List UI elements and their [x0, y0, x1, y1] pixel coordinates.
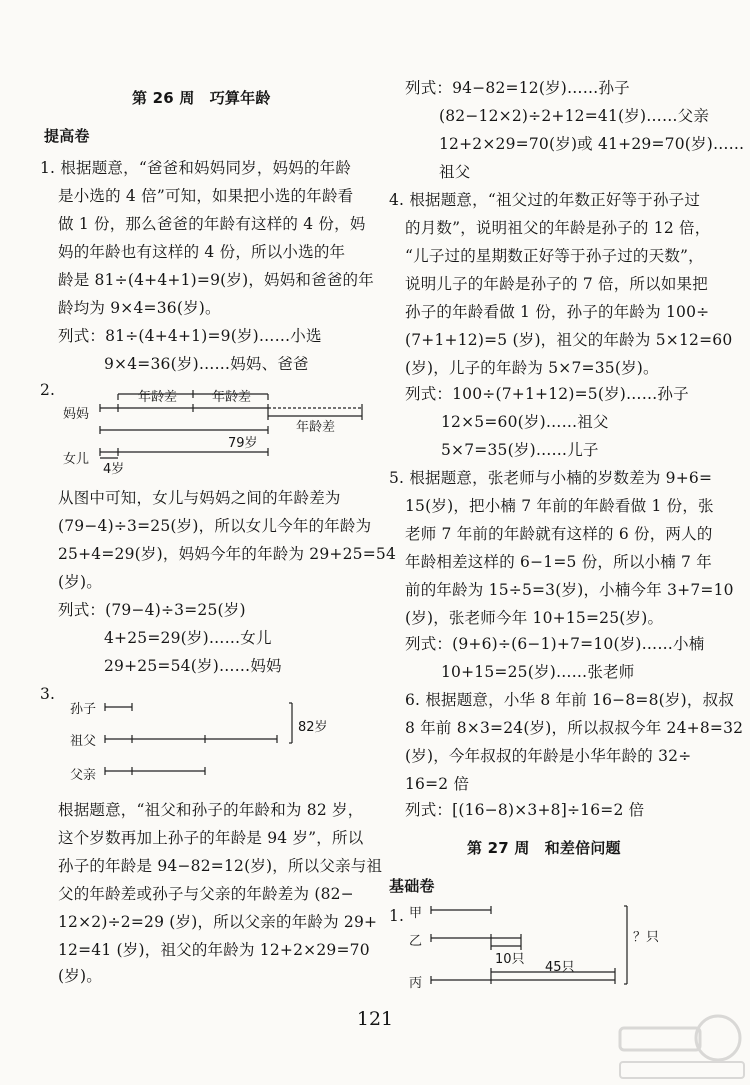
- label-age-diff-1: 年龄差: [138, 390, 178, 405]
- formula-line: 4+25=29(岁)……女儿: [104, 629, 272, 647]
- label-yi: 乙: [409, 934, 423, 949]
- text-line: 12=41 (岁)，祖父的年龄为 12+2×29=70: [58, 941, 370, 959]
- text-line: 根据题意，“祖父和孙子的年龄和为 82 岁，: [58, 801, 364, 819]
- text-line: 6. 根据题意，小华 8 年前 16−8=8(岁)，叔叔: [405, 691, 734, 709]
- text-line: 16=2 倍: [405, 775, 470, 793]
- watermark-logo: [610, 1010, 750, 1085]
- section-advanced: 提高卷: [44, 127, 90, 145]
- problem-number: 2.: [40, 381, 56, 399]
- section-basic: 基础卷: [389, 877, 435, 895]
- text-line: 龄是 81÷(4+4+1)=9(岁)，妈妈和爸爸的年: [58, 271, 374, 289]
- text-line: 是小选的 4 倍”可知，如果把小选的年龄看: [58, 187, 354, 205]
- formula-line: 12+2×29=70(岁)或 41+29=70(岁)……: [439, 135, 745, 153]
- text-line: (岁)，张老师今年 10+15=25(岁)。: [405, 609, 664, 627]
- formula-line: 列式：81÷(4+4+1)=9(岁)……小选: [58, 327, 322, 345]
- text-line: 孙子的年龄是 94−82=12(岁)，所以父亲与祖: [58, 857, 383, 875]
- text-line: (7+1+12)=5 (岁)，祖父的年龄为 5×12=60: [405, 331, 733, 349]
- formula-line: 列式：(9+6)÷(6−1)+7=10(岁)……小楠: [405, 635, 705, 653]
- text-line: 这个岁数再加上孙子的年龄是 94 岁”，所以: [58, 829, 364, 847]
- text-line: 25+4=29(岁)，妈妈今年的年龄为 29+25=54: [58, 545, 397, 563]
- watermark-icon: [610, 1010, 750, 1085]
- text-line: (岁)。: [58, 573, 102, 591]
- text-line: (岁)，今年叔叔的年龄是小华年龄的 32÷: [405, 747, 692, 765]
- problem-number: 1.: [389, 907, 405, 925]
- formula-line: 祖父: [439, 163, 471, 181]
- label-grandson: 孙子: [70, 702, 97, 717]
- page-number: 121: [356, 1008, 394, 1030]
- formula-line: (82−12×2)÷2+12=41(岁)……父亲: [439, 107, 710, 125]
- week-27-heading: 第 27 周 和差倍问题: [467, 839, 621, 857]
- formula-line: 列式：94−82=12(岁)……孙子: [405, 79, 630, 97]
- label-grandfather: 祖父: [70, 734, 97, 749]
- label-total-79: 79岁: [228, 436, 258, 451]
- text-line: 做 1 份，那么爸爸的年龄有这样的 4 份，妈: [58, 215, 366, 233]
- text-line: 12×2)÷2=29 (岁)，所以父亲的年龄为 29+: [58, 913, 378, 931]
- text-line: 龄均为 9×4=36(岁)。: [58, 299, 221, 317]
- label-bing: 丙: [409, 976, 423, 991]
- text-line: 15(岁)，把小楠 7 年前的年龄看做 1 份，张: [405, 497, 714, 515]
- formula-line: 列式：(79−4)÷3=25(岁): [58, 601, 246, 619]
- text-line: 说明儿子的年龄是孙子的 7 倍，所以如果把: [405, 275, 708, 293]
- formula-line: 12×5=60(岁)……祖父: [441, 413, 609, 431]
- diagram-lines: [375, 900, 750, 990]
- text-line: 从图中可知，女儿与妈妈之间的年龄差为: [58, 489, 341, 507]
- label-45: 45只: [545, 960, 575, 975]
- text-line: 1. 根据题意，“爸爸和妈妈同岁，妈妈的年龄: [40, 159, 352, 177]
- text-line: 8 年前 8×3=24(岁)，所以叔叔今年 24+8=32: [405, 719, 744, 737]
- formula-line: 9×4=36(岁)……妈妈、爸爸: [104, 355, 309, 373]
- label-4: 4岁: [103, 462, 125, 477]
- diagram-lines: [0, 380, 375, 480]
- text-line: 前的年龄为 15÷5=3(岁)，小楠今年 3+7=10: [405, 581, 734, 599]
- label-10: 10只: [495, 952, 525, 967]
- text-line: 孙子的年龄看做 1 份，孙子的年龄为 100÷: [405, 303, 710, 321]
- label-question: ？只: [633, 930, 660, 945]
- week-26-heading: 第 26 周 巧算年龄: [132, 89, 271, 107]
- formula-line: 列式：100÷(7+1+12)=5(岁)……孙子: [405, 385, 689, 403]
- label-mama: 妈妈: [63, 407, 90, 422]
- text-line: 4. 根据题意，“祖父过的年数正好等于孙子过: [389, 191, 701, 209]
- formula-line: 5×7=35(岁)……儿子: [441, 441, 599, 459]
- text-line: (岁)。: [58, 967, 102, 985]
- label-sum-82: 82岁: [298, 720, 328, 735]
- text-line: “儿子过的星期数正好等于孙子过的天数”，: [405, 247, 704, 265]
- diagram-lines: [0, 695, 375, 785]
- label-age-diff-3: 年龄差: [296, 420, 336, 435]
- text-line: (79−4)÷3=25(岁)，所以女儿今年的年龄为: [58, 517, 372, 535]
- label-age-diff-2: 年龄差: [212, 390, 252, 405]
- text-line: 年龄相差这样的 6−1=5 份，所以小楠 7 年: [405, 553, 712, 571]
- label-daughter: 女儿: [63, 452, 90, 467]
- text-line: 父的年龄差或孙子与父亲的年龄差为 (82−: [58, 885, 354, 903]
- formula-line: 列式：[(16−8)×3+8]÷16=2 倍: [405, 801, 645, 819]
- label-jia: 甲: [409, 906, 423, 921]
- text-line: 5. 根据题意，张老师与小楠的岁数差为 9+6=: [389, 469, 713, 487]
- text-line: 老师 7 年前的年龄就有这样的 6 份，两人的: [405, 525, 713, 543]
- formula-line: 29+25=54(岁)……妈妈: [104, 657, 282, 675]
- formula-line: 10+15=25(岁)……张老师: [441, 663, 635, 681]
- label-father: 父亲: [70, 768, 97, 783]
- text-line: 的月数”，说明祖父的年龄是孙子的 12 倍，: [405, 219, 711, 237]
- text-line: (岁)，儿子的年龄为 5×7=35(岁)。: [405, 359, 659, 377]
- text-line: 妈的年龄也有这样的 4 份，所以小选的年: [58, 243, 346, 261]
- problem-number: 3.: [40, 685, 56, 703]
